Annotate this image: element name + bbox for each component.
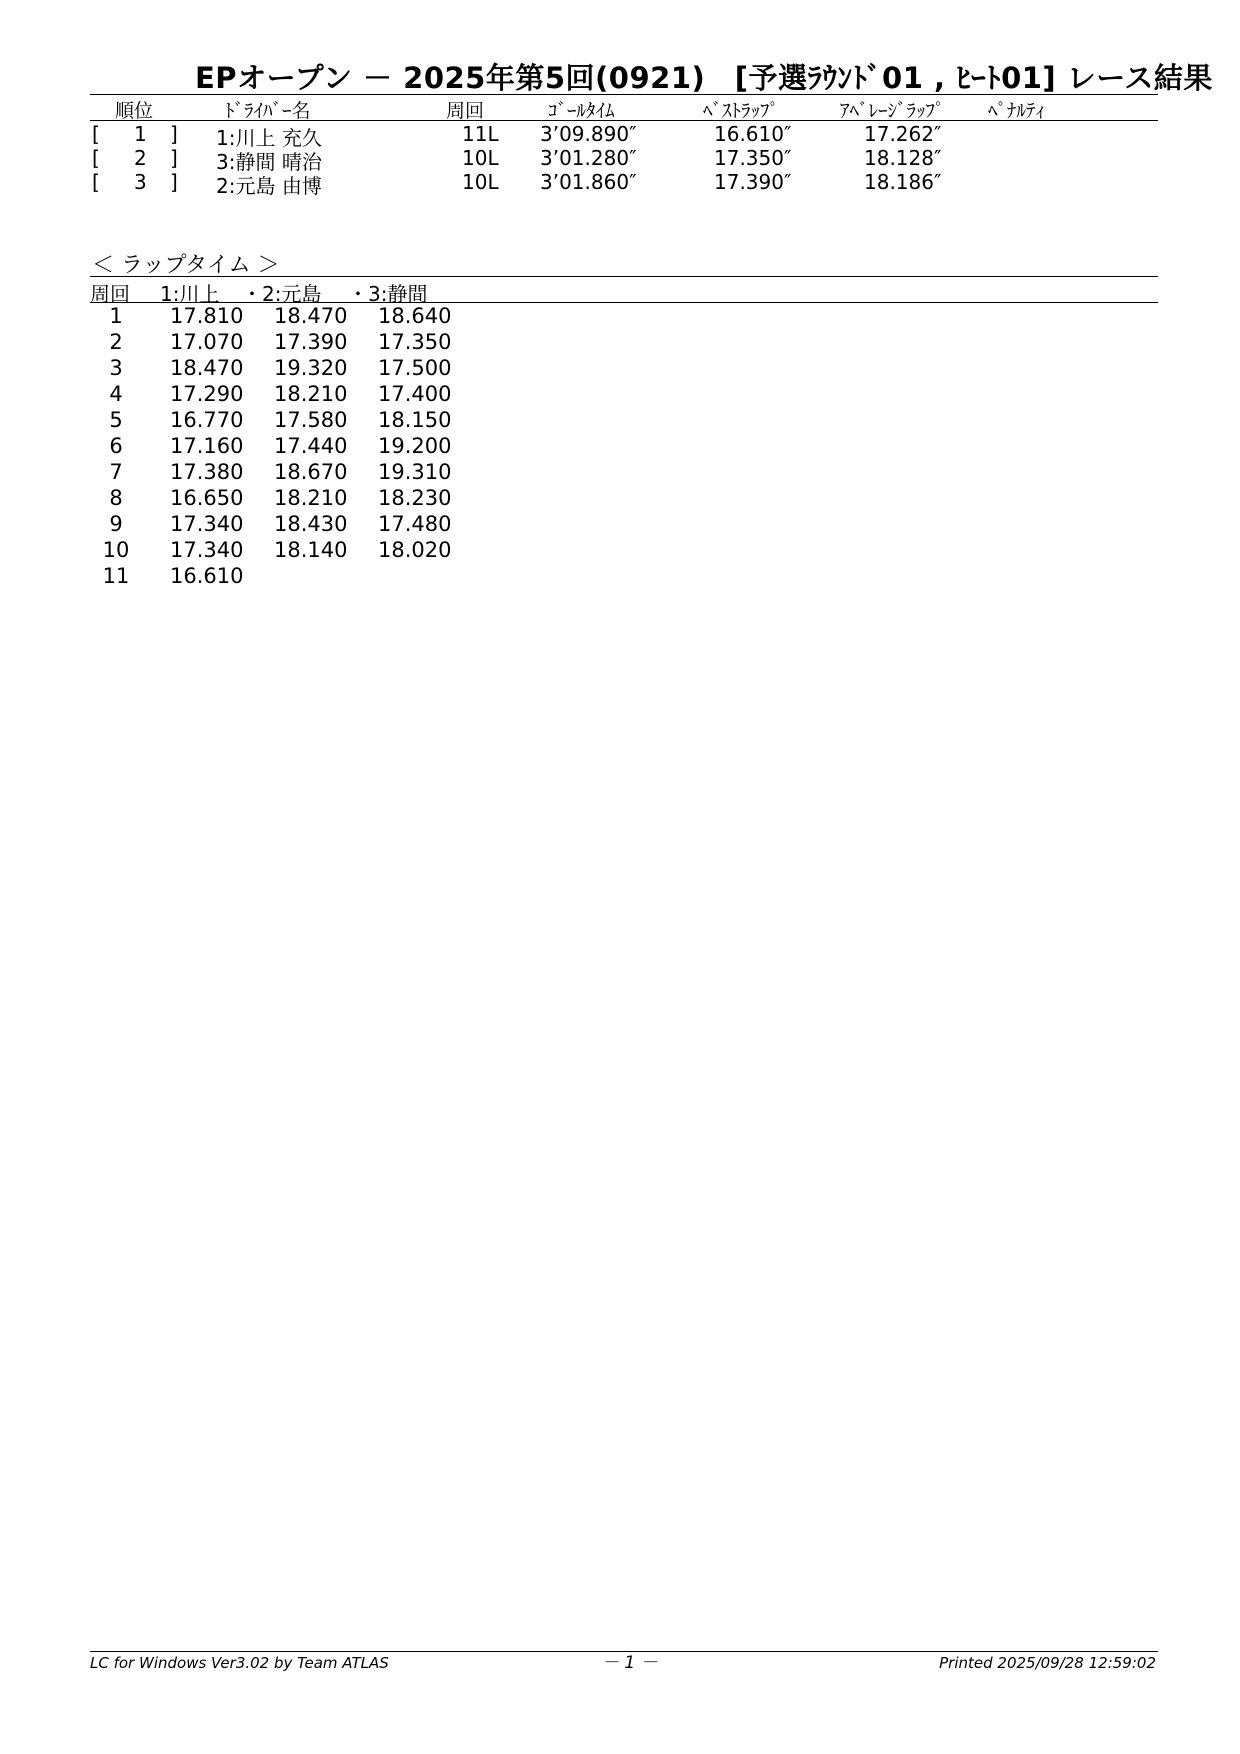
goal-time-value: 3’01.860″ (540, 170, 637, 194)
lap-time-driver-2: 18.210 (274, 486, 348, 510)
lap-number: 4 (109, 382, 123, 406)
lap-header-lap: 周回 (90, 282, 130, 306)
lap-times-title: ＜ ラップタイム ＞ (92, 253, 280, 278)
lap-time-driver-3: 18.150 (378, 408, 452, 432)
rank-close-bracket: ] (170, 146, 178, 170)
lap-time-driver-2: 19.320 (274, 356, 348, 380)
lap-time-driver-1: 16.650 (170, 486, 244, 510)
rank-close-bracket: ] (170, 122, 178, 146)
lap-header-driver-2: ・2:元島 (242, 282, 322, 306)
lap-header-driver-1: 1:川上 (160, 282, 220, 306)
driver-name: 1:川上 充久 (216, 126, 322, 150)
lap-time-driver-2: 17.440 (274, 434, 348, 458)
rank-open-bracket: [ (92, 146, 100, 170)
lap-time-driver-2: 17.390 (274, 330, 348, 354)
lap-time-driver-3: 18.640 (378, 304, 452, 328)
header-goal-time: ｺﾞｰﾙﾀｲﾑ (548, 100, 615, 122)
header-driver: ﾄﾞﾗｲﾊﾞｰ名 (225, 100, 311, 122)
rank-close-bracket: ] (170, 170, 178, 194)
lap-number: 10 (102, 538, 130, 562)
laps-value: 11L (462, 122, 499, 146)
lap-time-driver-3: 17.500 (378, 356, 452, 380)
lap-number: 11 (102, 564, 130, 588)
rank-open-bracket: [ (92, 122, 100, 146)
lap-number: 8 (109, 486, 123, 510)
best-lap-value: 16.610″ (714, 122, 792, 146)
lap-number: 7 (109, 460, 123, 484)
header-average-lap: ｱﾍﾞﾚｰｼﾞﾗｯﾌﾟ (840, 100, 945, 122)
lap-time-driver-1: 17.810 (170, 304, 244, 328)
lap-time-driver-3: 18.020 (378, 538, 452, 562)
lap-time-driver-1: 17.290 (170, 382, 244, 406)
lap-number: 2 (109, 330, 123, 354)
lap-time-driver-1: 16.610 (170, 564, 244, 588)
header-rank: 順位 (115, 100, 154, 122)
footer-software-credit: LC for Windows Ver3.02 by Team ATLAS (90, 1654, 389, 1672)
lap-number: 1 (109, 304, 123, 328)
best-lap-value: 17.390″ (714, 170, 792, 194)
rank-value: 1 (134, 122, 147, 146)
rank-open-bracket: [ (92, 170, 100, 194)
best-lap-value: 17.350″ (714, 146, 792, 170)
rank-value: 3 (134, 170, 147, 194)
title-rule (90, 94, 1158, 95)
driver-name: 3:静間 晴治 (216, 150, 322, 174)
page-title: EPオープン － 2025年第5回(0921) [予選ﾗｳﾝﾄﾞ01 , ﾋｰﾄ01] レース結果 (195, 61, 1213, 95)
laps-value: 10L (462, 170, 499, 194)
lap-time-driver-1: 17.070 (170, 330, 244, 354)
lap-time-driver-3: 17.350 (378, 330, 452, 354)
average-lap-value: 18.186″ (864, 170, 942, 194)
goal-time-value: 3’01.280″ (540, 146, 637, 170)
goal-time-value: 3’09.890″ (540, 122, 637, 146)
lap-time-driver-2: 18.140 (274, 538, 348, 562)
lap-time-driver-1: 17.340 (170, 538, 244, 562)
lap-time-driver-3: 18.230 (378, 486, 452, 510)
lap-header-rule (90, 302, 1158, 303)
lap-time-driver-1: 16.770 (170, 408, 244, 432)
footer-printed-timestamp: Printed 2025/09/28 12:59:02 (939, 1654, 1156, 1672)
lap-time-driver-3: 19.200 (378, 434, 452, 458)
lap-header-driver-3: ・3:静間 (348, 282, 428, 306)
header-penalty: ﾍﾟﾅﾙﾃｨ (988, 100, 1046, 122)
lap-time-driver-3: 17.480 (378, 512, 452, 536)
lap-time-driver-1: 18.470 (170, 356, 244, 380)
header-laps: 周回 (446, 100, 485, 122)
footer-page-number: － 1 － (602, 1653, 658, 1673)
lap-time-driver-2: 18.210 (274, 382, 348, 406)
rank-value: 2 (134, 146, 147, 170)
lap-time-driver-2: 18.670 (274, 460, 348, 484)
lap-section-rule (90, 276, 1158, 277)
lap-number: 3 (109, 356, 123, 380)
average-lap-value: 17.262″ (864, 122, 942, 146)
lap-time-driver-2: 17.580 (274, 408, 348, 432)
driver-name: 2:元島 由博 (216, 174, 322, 198)
laps-value: 10L (462, 146, 499, 170)
lap-number: 9 (109, 512, 123, 536)
lap-number: 5 (109, 408, 123, 432)
lap-time-driver-3: 17.400 (378, 382, 452, 406)
lap-time-driver-2: 18.430 (274, 512, 348, 536)
lap-time-driver-1: 17.160 (170, 434, 244, 458)
lap-time-driver-3: 19.310 (378, 460, 452, 484)
lap-time-driver-1: 17.380 (170, 460, 244, 484)
header-best-lap: ﾍﾞｽﾄﾗｯﾌﾟ (703, 100, 780, 122)
average-lap-value: 18.128″ (864, 146, 942, 170)
lap-number: 6 (109, 434, 123, 458)
results-header-rule (90, 120, 1158, 121)
lap-time-driver-1: 17.340 (170, 512, 244, 536)
lap-time-driver-2: 18.470 (274, 304, 348, 328)
